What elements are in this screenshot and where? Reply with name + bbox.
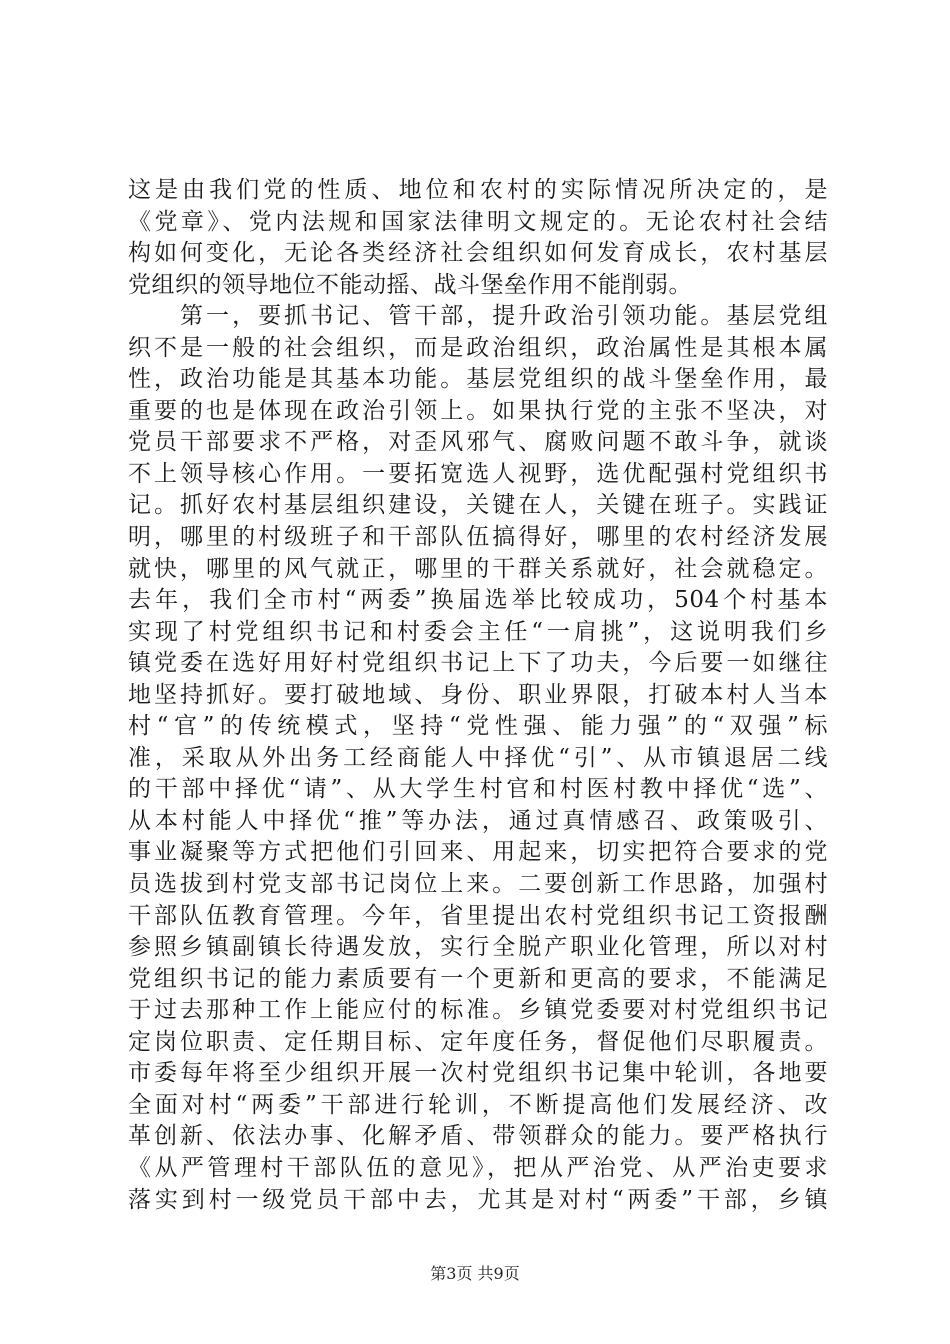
- text-line: 党组织书记的能力素质要有一个更新和更高的要求，不能满足: [128, 965, 828, 992]
- text-line: 党员干部要求不严格，对歪风邪气、腐败问题不敢斗争，就谈: [128, 429, 828, 456]
- text-line: 织不是一般的社会组织，而是政治组织，政治属性是其根本属: [128, 334, 828, 361]
- text-line: 落实到村一级党员干部中去，尤其是对村“两委”干部，乡镇: [128, 1186, 828, 1213]
- text-line: 记。抓好农村基层组织建设，关键在人，关键在班子。实践证: [128, 492, 828, 519]
- text-line: 事业凝聚等方式把他们引回来、用起来，切实把符合要求的党: [128, 839, 828, 866]
- text-line: 地坚持抓好。要打破地域、身份、职业界限，打破本村人当本: [128, 681, 828, 708]
- text-line: 构如何变化，无论各类经济社会组织如何发育成长，农村基层: [128, 240, 828, 267]
- page-number-footer: 第3页 共9页: [430, 1264, 520, 1283]
- text-line: 第一，要抓书记、管干部，提升政治引领功能。基层党组: [128, 303, 828, 330]
- text-line: 干部队伍教育管理。今年，省里提出农村党组织书记工资报酬: [128, 902, 828, 929]
- text-line: 镇党委在选好用好村党组织书记上下了功夫，今后要一如继往: [128, 650, 828, 677]
- text-line: 于过去那种工作上能应付的标准。乡镇党委要对村党组织书记: [128, 997, 828, 1024]
- text-line: 重要的也是体现在政治引领上。如果执行党的主张不坚决，对: [128, 397, 828, 424]
- text-line: 的干部中择优“请”、从大学生村官和村医村教中择优“选”、: [128, 776, 828, 803]
- body-text: [128, 175, 828, 1216]
- text-line: 这是由我们党的性质、地位和农村的实际情况所决定的，是: [128, 177, 828, 203]
- text-line: 全面对村“两委”干部进行轮训，不断提高他们发展经济、改: [128, 1091, 828, 1118]
- text-line: 革创新、依法办事、化解矛盾、带领群众的能力。要严格执行: [128, 1123, 828, 1150]
- text-line: 员选拔到村党支部书记岗位上来。二要创新工作思路，加强村: [128, 871, 828, 898]
- text-line: 实现了村党组织书记和村委会主任“一肩挑”，这说明我们乡: [128, 618, 828, 645]
- text-line: 性，政治功能是其基本功能。基层党组织的战斗堡垒作用，最: [128, 366, 828, 393]
- text-line: 就快，哪里的风气就正，哪里的干群关系就好，社会就稳定。: [128, 555, 828, 582]
- text-line: 去年，我们全市村“两委”换届选举比较成功，504个村基本: [128, 587, 828, 614]
- text-line: 定岗位职责、定任期目标、定年度任务，督促他们尽职履责。: [128, 1028, 828, 1055]
- text-line: 村“官”的传统模式，坚持“党性强、能力强”的“双强”标: [128, 713, 828, 740]
- text-line: 《党章》、党内法规和国家法律明文规定的。无论农村社会结: [128, 208, 828, 235]
- text-line: 准，采取从外出务工经商能人中择优“引”、从市镇退居二线: [128, 744, 828, 771]
- text-line: 《从严管理村干部队伍的意见》，把从严治党、从严治吏要求: [128, 1154, 828, 1181]
- text-line: 明，哪里的村级班子和干部队伍搞得好，哪里的农村经济发展: [128, 524, 828, 551]
- text-line: 从本村能人中择优“推”等办法，通过真情感召、政策吸引、: [128, 807, 828, 834]
- text-line: 不上领导核心作用。一要拓宽选人视野，选优配强村党组织书: [128, 460, 828, 487]
- text-line: 参照乡镇副镇长待遇发放，实行全脱产职业化管理，所以对村: [128, 934, 828, 961]
- text-line: 市委每年将至少组织开展一次村党组织书记集中轮训，各地要: [128, 1060, 828, 1087]
- text-line: 党组织的领导地位不能动摇、战斗堡垒作用不能削弱。: [128, 271, 692, 298]
